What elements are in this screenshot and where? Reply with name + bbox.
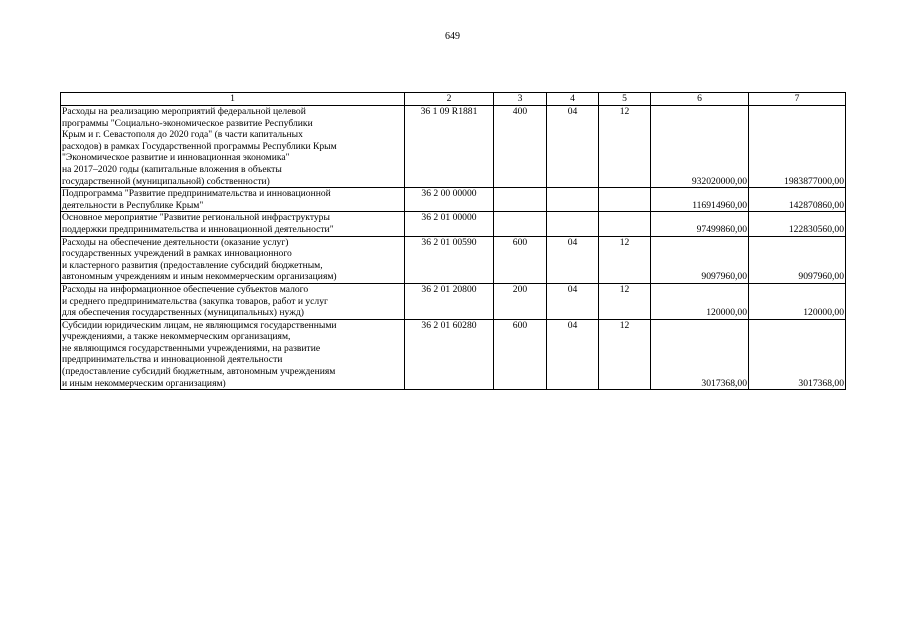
cell-section: [547, 188, 599, 212]
cell-name-line: Расходы на информационное обеспечение субъектов малого: [62, 283, 309, 295]
cell-amount-1: 3017368,00: [651, 319, 749, 390]
budget-table: [60, 92, 846, 390]
cell-amount-2: 122830560,00: [749, 212, 846, 236]
cell-amount-1: 9097960,00: [651, 236, 749, 283]
header-col-6: 6: [651, 93, 749, 106]
page-number: 649: [445, 31, 460, 42]
cell-section: 04: [547, 283, 599, 319]
cell-name-line: и среднего предпринимательства (закупка товаров, работ и услуг: [62, 295, 328, 307]
cell-subsection: [599, 188, 651, 212]
cell-name-line: поддержки предпринимательства и инновационной деятельности": [62, 223, 334, 235]
cell-name: [61, 212, 405, 236]
header-col-2: 2: [405, 93, 494, 106]
table-row: [61, 106, 846, 188]
cell-name: [61, 283, 405, 319]
cell-amount-2: 1983877000,00: [749, 106, 846, 188]
cell-code: 36 2 01 00000: [405, 212, 494, 236]
table-row: [61, 283, 846, 319]
header-col-1: 1: [61, 93, 405, 106]
cell-name-line: учреждениями, а также некоммерческим организациям,: [62, 331, 291, 343]
table-row: [61, 188, 846, 212]
table-row: [61, 212, 846, 236]
cell-expense-type: 600: [494, 236, 547, 283]
cell-name-line: на 2017–2020 годы (капитальные вложения в объекты: [62, 163, 282, 175]
cell-name-line: Крым и г. Севастополя до 2020 года" (в части капитальных: [62, 129, 303, 141]
cell-amount-2: 120000,00: [749, 283, 846, 319]
cell-name: [61, 106, 405, 188]
cell-name-line: Подпрограмма "Развитие предпринимательства и инновационной: [62, 188, 331, 200]
cell-name-line: не являющимся государственными учреждениями, на развитие: [62, 342, 321, 354]
header-col-3: 3: [494, 93, 547, 106]
cell-expense-type: [494, 188, 547, 212]
cell-name-line: (предоставление субсидий бюджетным, автономным учреждениям: [62, 366, 336, 378]
cell-code: 36 2 01 60280: [405, 319, 494, 390]
cell-name-line: предпринимательства и инновационной деятельности: [62, 354, 283, 366]
cell-amount-2: 142870860,00: [749, 188, 846, 212]
cell-name: [61, 319, 405, 390]
cell-name-line: Расходы на обеспечение деятельности (оказание услуг): [62, 236, 289, 248]
cell-amount-1: 116914960,00: [651, 188, 749, 212]
cell-name-line: государственных учреждений в рамках инновационного: [62, 248, 292, 260]
cell-code: 36 2 01 00590: [405, 236, 494, 283]
cell-name-line: Расходы на реализацию мероприятий федеральной целевой: [62, 106, 306, 117]
cell-name: [61, 236, 405, 283]
cell-subsection: 12: [599, 106, 651, 188]
cell-amount-1: 120000,00: [651, 283, 749, 319]
table-row: [61, 319, 846, 390]
table-header-row: [61, 93, 846, 106]
cell-name-line: государственной (муниципальной) собственности): [62, 175, 270, 187]
cell-subsection: 12: [599, 319, 651, 390]
cell-expense-type: [494, 212, 547, 236]
cell-expense-type: 600: [494, 319, 547, 390]
table-row: [61, 236, 846, 283]
cell-name-line: Основное мероприятие "Развитие региональной инфраструктуры: [62, 212, 330, 224]
cell-code: 36 2 01 20800: [405, 283, 494, 319]
header-col-7: 7: [749, 93, 846, 106]
cell-name-line: и иным некоммерческим организациям): [62, 377, 226, 389]
cell-subsection: [599, 212, 651, 236]
cell-name-line: "Экономическое развитие и инновационная экономика": [62, 152, 290, 164]
cell-expense-type: 200: [494, 283, 547, 319]
cell-subsection: 12: [599, 283, 651, 319]
cell-section: 04: [547, 236, 599, 283]
cell-amount-1: 932020000,00: [651, 106, 749, 188]
cell-name-line: Субсидии юридическим лицам, не являющимся государственными: [62, 319, 337, 331]
cell-name-line: деятельности в Республике Крым": [62, 199, 204, 211]
cell-amount-1: 97499860,00: [651, 212, 749, 236]
cell-name-line: программы "Социально-экономическое развитие Республики: [62, 117, 313, 129]
cell-name-line: расходов) в рамках Государственной программы Республики Крым: [62, 140, 337, 152]
cell-code: 36 2 00 00000: [405, 188, 494, 212]
cell-amount-2: 3017368,00: [749, 319, 846, 390]
cell-subsection: 12: [599, 236, 651, 283]
cell-section: 04: [547, 319, 599, 390]
cell-section: 04: [547, 106, 599, 188]
cell-name-line: и кластерного развития (предоставление субсидий бюджетным,: [62, 259, 323, 271]
cell-section: [547, 212, 599, 236]
cell-name: [61, 188, 405, 212]
header-col-4: 4: [547, 93, 599, 106]
cell-code: 36 1 09 R1881: [405, 106, 494, 188]
cell-amount-2: 9097960,00: [749, 236, 846, 283]
cell-expense-type: 400: [494, 106, 547, 188]
cell-name-line: автономным учреждениям и иным некоммерческим организациям): [62, 271, 337, 283]
header-col-5: 5: [599, 93, 651, 106]
cell-name-line: для обеспечения государственных (муниципальных) нужд): [62, 307, 304, 319]
